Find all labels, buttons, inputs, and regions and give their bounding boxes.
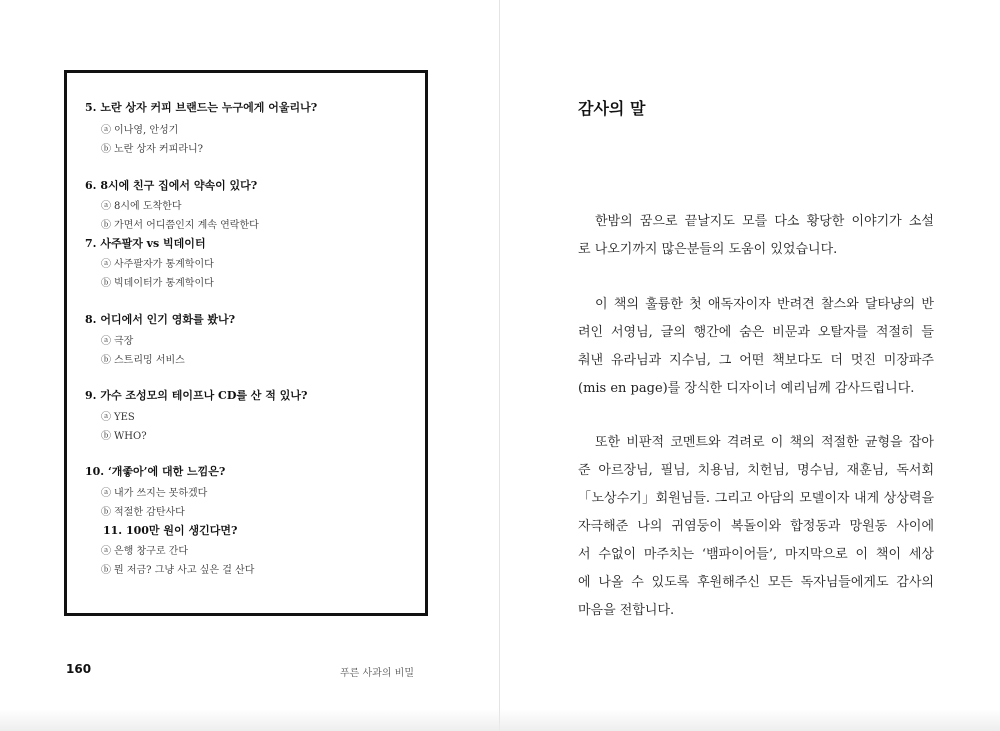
option-marker: ⓐ [101,201,111,212]
option-text: 내가 쓰지는 못하겠다 [114,488,208,499]
option-marker: ⓐ [101,412,111,423]
left-page [0,0,499,731]
option-marker: ⓑ [101,144,111,155]
option-10a [101,484,207,499]
option-marker: ⓑ [101,507,111,518]
option-text: YES [114,412,135,423]
option-marker: ⓑ [101,355,111,366]
paragraph-2-line: 이 책의 훌륭한 첫 애독자이자 반려견 찰스와 달타냥의 반 [595,297,934,312]
paragraph-2-line: 려인 서영님, 글의 행간에 숨은 비문과 오탈자를 적절히 들 [578,325,934,340]
question-8: 8. 어디에서 인기 영화를 봤나? [85,313,236,326]
option-text: WHO? [114,431,147,442]
option-text: 적절한 감탄사다 [114,507,185,518]
option-text: 사주팔자가 통계학이다 [114,259,214,270]
option-text: 은행 창구로 간다 [114,546,188,557]
option-11a [101,542,188,557]
option-text: 노란 상자 커피라니? [114,144,203,155]
paragraph-3-line: 또한 비판적 코멘트와 격려로 이 책의 적절한 균형을 잡아 [595,435,934,450]
option-marker: ⓐ [101,336,111,347]
option-9b [101,427,147,442]
question-5: 5. 노란 상자 커피 브랜드는 누구에게 어울리나? [85,101,318,114]
bottom-shadow [0,709,1000,731]
paragraph-2-line: 춰낸 유라님과 지수님, 그 어떤 책보다도 더 멋진 미장파주 [578,353,934,368]
paragraph-3-line: 「노상수기」회원님들. 그리고 아담의 모델이자 내게 상상력을 [578,491,934,506]
paragraph-3-line: 준 아르장님, 필님, 치용님, 치헌님, 명수님, 재훈님, 독서회 [578,463,934,478]
option-text: 빅데이터가 통계학이다 [114,278,214,289]
option-7a [101,255,214,270]
paragraph-3-line: 서 수없이 마주치는 ‘뱀파이어들’, 마지막으로 이 책이 세상 [578,547,934,562]
running-title: 푸른 사과의 비밀 [340,668,414,679]
option-marker: ⓐ [101,125,111,136]
option-text: 가면서 어디쯤인지 계속 연락한다 [114,220,259,231]
question-7: 7. 사주팔자 vs 빅데이터 [85,237,206,250]
option-5a [101,121,178,136]
option-marker: ⓑ [101,431,111,442]
option-8b [101,351,185,366]
question-9: 9. 가수 조성모의 테이프나 CD를 산 적 있나? [85,389,308,402]
option-11b [101,561,254,576]
option-9a [101,408,135,423]
option-6b [101,216,259,231]
quiz-box [64,70,428,616]
option-text: 이나영, 안성기 [114,125,179,136]
paragraph-2-line: (mis en page)를 장식한 디자이너 예리님께 감사드립니다. [578,381,915,396]
question-6: 6. 8시에 친구 집에서 약속이 있다? [85,179,258,192]
paragraph-1-line: 한밤의 꿈으로 끝날지도 모를 다소 황당한 이야기가 소설 [595,214,934,229]
option-8a [101,332,133,347]
paragraph-1-line: 로 나오기까지 많은분들의 도움이 있었습니다. [578,242,838,257]
option-marker: ⓐ [101,259,111,270]
option-10b [101,503,185,518]
option-text: 뭔 저금? 그냥 사고 싶은 걸 산다 [114,565,255,576]
paragraph-3-line: 자극해준 나의 귀염둥이 복돌이와 합정동과 망원동 사이에 [578,519,934,534]
option-marker: ⓑ [101,565,111,576]
question-10: 10. ‘개좋아’에 대한 느낌은? [85,465,226,478]
option-marker: ⓑ [101,278,111,289]
option-6a [101,197,182,212]
paragraph-3-line: 마음을 전합니다. [578,603,675,618]
page-number: 160 [66,662,92,676]
option-marker: ⓑ [101,220,111,231]
paragraph-3-line: 에 나올 수 있도록 후원해주신 모든 독자님들에게도 감사의 [578,575,934,590]
right-page [500,0,1000,731]
question-11: 11. 100만 원이 생긴다면? [103,524,238,537]
option-text: 극장 [114,336,134,347]
option-text: 8시에 도착한다 [114,201,182,212]
option-text: 스트리밍 서비스 [114,355,185,366]
section-title: 감사의 말 [578,99,646,118]
option-marker: ⓐ [101,546,111,557]
option-7b [101,274,214,289]
option-5b [101,140,203,155]
option-marker: ⓐ [101,488,111,499]
